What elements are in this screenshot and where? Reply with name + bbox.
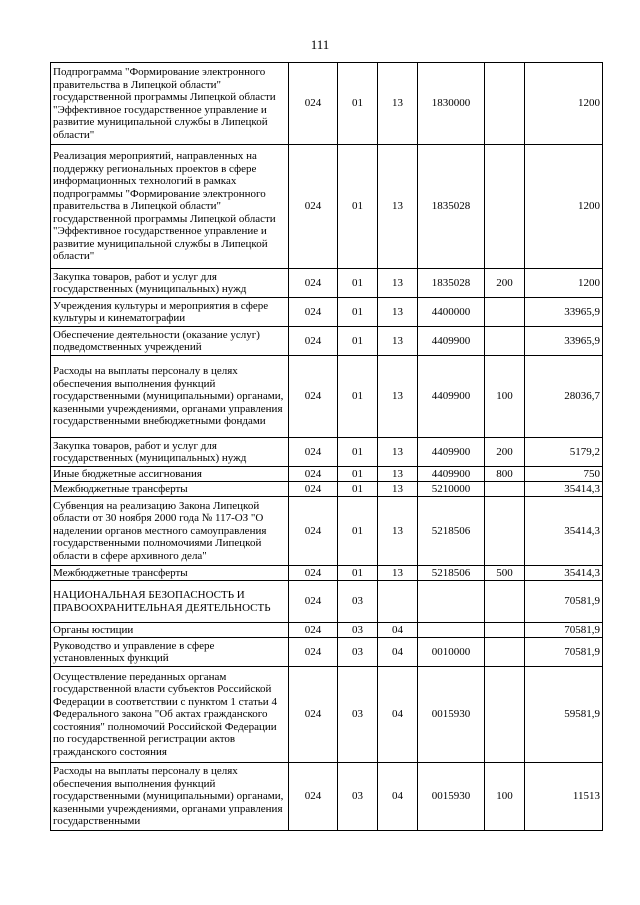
amount: 33965,9 <box>525 298 603 327</box>
section-code: 01 <box>338 356 378 438</box>
target-article-code: 5218506 <box>418 497 485 566</box>
section-code: 01 <box>338 438 378 467</box>
section-code: 01 <box>338 497 378 566</box>
amount: 5179,2 <box>525 438 603 467</box>
target-article-code: 4409900 <box>418 327 485 356</box>
amount: 1200 <box>525 63 603 145</box>
subsection-code: 04 <box>378 638 418 667</box>
ministry-code: 024 <box>289 581 338 623</box>
target-article-code: 5218506 <box>418 566 485 581</box>
subsection-code: 13 <box>378 497 418 566</box>
ministry-code: 024 <box>289 482 338 497</box>
row-name: Межбюджетные трансферты <box>51 566 289 581</box>
ministry-code: 024 <box>289 467 338 482</box>
amount: 70581,9 <box>525 581 603 623</box>
subsection-code: 13 <box>378 467 418 482</box>
section-code: 01 <box>338 298 378 327</box>
expense-type-code <box>485 581 525 623</box>
expense-type-code <box>485 638 525 667</box>
target-article-code: 4409900 <box>418 438 485 467</box>
amount: 28036,7 <box>525 356 603 438</box>
table-row <box>51 763 603 831</box>
expense-type-code: 200 <box>485 438 525 467</box>
target-article-code: 4409900 <box>418 356 485 438</box>
table-row <box>51 269 603 298</box>
row-name: Расходы на выплаты персоналу в целях обеспечения выполнения функций государственными (муниципальными) органами, казенными учреждениями, органами управления государственными внебюджетными фондами <box>51 356 289 438</box>
section-code: 03 <box>338 623 378 638</box>
ministry-code: 024 <box>289 438 338 467</box>
ministry-code: 024 <box>289 145 338 269</box>
expense-type-code <box>485 327 525 356</box>
ministry-code: 024 <box>289 327 338 356</box>
row-name: НАЦИОНАЛЬНАЯ БЕЗОПАСНОСТЬ И ПРАВООХРАНИТЕЛЬНАЯ ДЕЯТЕЛЬНОСТЬ <box>51 581 289 623</box>
budget-table <box>50 62 603 831</box>
target-article-code: 4400000 <box>418 298 485 327</box>
row-name: Закупка товаров, работ и услуг для государственных (муниципальных) нужд <box>51 438 289 467</box>
expense-type-code: 200 <box>485 269 525 298</box>
subsection-code <box>378 581 418 623</box>
section-code: 03 <box>338 581 378 623</box>
ministry-code: 024 <box>289 638 338 667</box>
amount: 70581,9 <box>525 638 603 667</box>
table-row <box>51 482 603 497</box>
subsection-code: 13 <box>378 438 418 467</box>
subsection-code: 04 <box>378 667 418 763</box>
section-code: 01 <box>338 327 378 356</box>
target-article-code: 0010000 <box>418 638 485 667</box>
row-name: Межбюджетные трансферты <box>51 482 289 497</box>
row-name: Осуществление переданных органам государственной власти субъектов Российской Федерации в соответствии с пунктом 1 статьи 4 Федерального закона "Об актах гражданского состояния" полномочий Российской Федерации по государственной регистрации актов гражданского состояния <box>51 667 289 763</box>
ministry-code: 024 <box>289 356 338 438</box>
table-row <box>51 497 603 566</box>
subsection-code: 13 <box>378 298 418 327</box>
subsection-code: 13 <box>378 566 418 581</box>
table-row <box>51 298 603 327</box>
amount: 59581,9 <box>525 667 603 763</box>
subsection-code: 13 <box>378 269 418 298</box>
page-number: 111 <box>310 37 330 52</box>
section-code: 01 <box>338 566 378 581</box>
ministry-code: 024 <box>289 269 338 298</box>
expense-type-code: 100 <box>485 763 525 831</box>
ministry-code: 024 <box>289 566 338 581</box>
expense-type-code <box>485 63 525 145</box>
expense-type-code <box>485 623 525 638</box>
table-row <box>51 638 603 667</box>
target-article-code: 5210000 <box>418 482 485 497</box>
ministry-code: 024 <box>289 298 338 327</box>
section-code: 01 <box>338 482 378 497</box>
subsection-code: 04 <box>378 623 418 638</box>
row-name: Руководство и управление в сфере установленных функций <box>51 638 289 667</box>
table-row <box>51 623 603 638</box>
ministry-code: 024 <box>289 763 338 831</box>
expense-type-code: 100 <box>485 356 525 438</box>
amount: 33965,9 <box>525 327 603 356</box>
subsection-code: 13 <box>378 356 418 438</box>
row-name: Субвенция на реализацию Закона Липецкой области от 30 ноября 2000 года № 117-ОЗ "О наделении органов местного самоуправления государственными полномочиями Липецкой области в сфере архивного дела" <box>51 497 289 566</box>
amount: 11513 <box>525 763 603 831</box>
table-row <box>51 566 603 581</box>
amount: 35414,3 <box>525 482 603 497</box>
subsection-code: 04 <box>378 763 418 831</box>
subsection-code: 13 <box>378 145 418 269</box>
row-name: Обеспечение деятельности (оказание услуг) подведомственных учреждений <box>51 327 289 356</box>
section-code: 01 <box>338 145 378 269</box>
ministry-code: 024 <box>289 63 338 145</box>
expense-type-code <box>485 298 525 327</box>
amount: 1200 <box>525 269 603 298</box>
ministry-code: 024 <box>289 623 338 638</box>
section-code: 01 <box>338 269 378 298</box>
table-body <box>51 63 603 831</box>
amount: 35414,3 <box>525 497 603 566</box>
expense-type-code <box>485 145 525 269</box>
row-name: Реализация мероприятий, направленных на поддержку региональных проектов в сфере информационных технологий в рамках подпрограммы "Формирование электронного правительства в Липецкой области" государственной программы Липецкой области "Эффективное государственное управление и развитие муниципальной службы в Липецкой области" <box>51 145 289 269</box>
target-article-code: 0015930 <box>418 667 485 763</box>
row-name: Иные бюджетные ассигнования <box>51 467 289 482</box>
amount: 35414,3 <box>525 566 603 581</box>
expense-type-code <box>485 482 525 497</box>
ministry-code: 024 <box>289 667 338 763</box>
expense-type-code <box>485 667 525 763</box>
row-name: Учреждения культуры и мероприятия в сфере культуры и кинематографии <box>51 298 289 327</box>
expense-type-code <box>485 497 525 566</box>
target-article-code <box>418 581 485 623</box>
row-name: Расходы на выплаты персоналу в целях обеспечения выполнения функций государственными (муниципальными) органами, казенными учреждениями, органами управления государственными <box>51 763 289 831</box>
section-code: 01 <box>338 63 378 145</box>
section-code: 03 <box>338 667 378 763</box>
table-row <box>51 667 603 763</box>
table-row <box>51 145 603 269</box>
section-code: 01 <box>338 467 378 482</box>
target-article-code: 1830000 <box>418 63 485 145</box>
row-name: Закупка товаров, работ и услуг для государственных (муниципальных) нужд <box>51 269 289 298</box>
table-row <box>51 438 603 467</box>
table-row <box>51 327 603 356</box>
section-code: 03 <box>338 638 378 667</box>
expense-type-code: 500 <box>485 566 525 581</box>
table-row <box>51 581 603 623</box>
target-article-code: 1835028 <box>418 269 485 298</box>
expense-type-code: 800 <box>485 467 525 482</box>
ministry-code: 024 <box>289 497 338 566</box>
table-row <box>51 356 603 438</box>
subsection-code: 13 <box>378 63 418 145</box>
target-article-code: 0015930 <box>418 763 485 831</box>
target-article-code: 1835028 <box>418 145 485 269</box>
row-name: Органы юстиции <box>51 623 289 638</box>
table-row <box>51 467 603 482</box>
target-article-code <box>418 623 485 638</box>
row-name: Подпрограмма "Формирование электронного правительства в Липецкой области" государственной программы Липецкой области "Эффективное государственное управление и развитие муниципальной службы в Липецкой области" <box>51 63 289 145</box>
section-code: 03 <box>338 763 378 831</box>
target-article-code: 4409900 <box>418 467 485 482</box>
amount: 70581,9 <box>525 623 603 638</box>
table-row <box>51 63 603 145</box>
subsection-code: 13 <box>378 482 418 497</box>
amount: 1200 <box>525 145 603 269</box>
subsection-code: 13 <box>378 327 418 356</box>
amount: 750 <box>525 467 603 482</box>
